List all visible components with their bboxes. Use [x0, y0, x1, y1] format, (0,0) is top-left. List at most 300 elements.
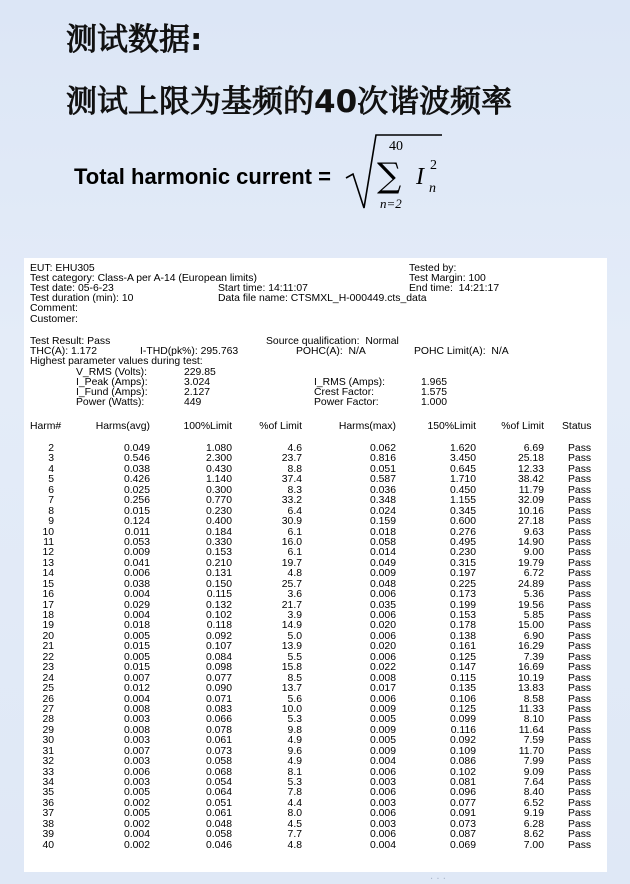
pct-of-limit-max: 19.79	[517, 557, 544, 569]
harm-number: 38	[42, 818, 54, 830]
harms-avg: 0.003	[123, 777, 150, 788]
harm-number: 39	[42, 829, 54, 841]
pf-value: 1.000	[421, 397, 448, 408]
harms-max: 0.005	[369, 735, 396, 747]
harms-avg: 0.025	[123, 484, 150, 496]
status: Pass	[568, 589, 592, 601]
harms-avg: 0.008	[123, 724, 150, 736]
limit-100: 0.048	[205, 818, 232, 830]
harms-max: 0.006	[369, 829, 396, 841]
status: Pass	[568, 724, 592, 736]
limit-100: 0.083	[205, 703, 232, 715]
pohc: POHC(A): N/A	[296, 346, 366, 357]
pct-of-limit: 5.5	[287, 651, 302, 663]
limit-100: 0.068	[205, 766, 232, 778]
status: Pass	[568, 610, 592, 621]
harms-avg: 0.012	[123, 683, 150, 695]
harm-number: 7	[48, 495, 54, 507]
pct-of-limit-max: 7.64	[523, 777, 544, 788]
status: Pass	[568, 620, 592, 632]
status: Pass	[568, 662, 592, 674]
harms-max: 0.816	[369, 453, 396, 465]
limit-100: 0.077	[205, 672, 232, 684]
header-pct-limit-max: %of Limit	[501, 421, 544, 432]
harms-max: 0.051	[369, 463, 396, 475]
harm-number: 12	[42, 547, 54, 559]
harm-number: 14	[42, 568, 54, 580]
harms-avg: 0.018	[123, 620, 150, 632]
table-row	[24, 799, 607, 809]
limit-100: 1.080	[205, 443, 232, 454]
harms-max: 0.017	[369, 683, 396, 695]
limit-100: 0.230	[205, 505, 232, 517]
limit-100: 2.300	[205, 453, 232, 465]
limit-100: 0.071	[205, 693, 232, 705]
limit-100: 0.107	[205, 641, 232, 653]
pct-of-limit: 9.6	[287, 745, 302, 757]
harm-number: 27	[42, 703, 54, 715]
header-150-limit: 150%Limit	[427, 421, 476, 432]
harms-avg: 0.004	[123, 610, 150, 621]
harms-max: 0.159	[369, 516, 396, 528]
status: Pass	[568, 787, 592, 799]
limit-150: 0.096	[449, 787, 476, 799]
pct-of-limit-max: 12.33	[517, 463, 544, 475]
harm-number: 8	[48, 505, 54, 517]
formula-sup: 2	[430, 158, 437, 173]
harms-avg: 0.038	[123, 463, 150, 475]
pct-of-limit-max: 6.72	[523, 568, 544, 580]
harm-number: 35	[42, 787, 54, 799]
pct-of-limit: 5.3	[287, 714, 302, 726]
comment: Comment:	[30, 303, 78, 314]
pct-of-limit-max: 6.28	[523, 818, 544, 830]
limit-150: 0.345	[449, 505, 476, 517]
harms-max: 0.348	[369, 495, 396, 507]
table-row	[24, 621, 607, 631]
status: Pass	[568, 578, 592, 590]
end-time: End time: 14:21:17	[409, 283, 500, 294]
harm-number: 20	[42, 630, 54, 642]
pct-of-limit: 3.9	[287, 610, 302, 621]
pct-of-limit-max: 7.59	[523, 735, 544, 747]
limit-100: 0.184	[205, 526, 232, 538]
harms-avg: 0.005	[123, 630, 150, 642]
limit-150: 0.092	[449, 735, 476, 747]
pct-of-limit: 19.7	[281, 557, 302, 569]
status: Pass	[568, 766, 592, 778]
harms-avg: 0.006	[123, 568, 150, 580]
limit-100: 0.061	[205, 808, 232, 820]
table-row	[24, 517, 607, 527]
table-row	[24, 726, 607, 736]
pct-of-limit: 6.1	[287, 547, 302, 559]
harms-avg: 0.011	[124, 526, 150, 538]
pct-of-limit-max: 11.79	[518, 484, 544, 496]
harms-max: 0.036	[369, 484, 396, 496]
harms-avg: 0.005	[123, 808, 150, 820]
table-row	[24, 590, 607, 600]
limit-150: 1.155	[449, 495, 476, 507]
status: Pass	[568, 630, 592, 642]
limit-150: 0.091	[449, 808, 476, 820]
table-row	[24, 841, 607, 851]
ifund-value: 2.127	[184, 387, 211, 398]
harms-max: 0.006	[369, 693, 396, 705]
limit-100: 0.066	[205, 714, 232, 726]
pct-of-limit: 13.7	[281, 683, 302, 695]
limit-100: 0.058	[205, 756, 232, 768]
harms-avg: 0.002	[123, 839, 150, 851]
harms-avg: 0.426	[123, 474, 150, 486]
harm-number: 5	[48, 474, 54, 486]
table-row	[24, 705, 607, 715]
limit-150: 0.600	[449, 516, 476, 528]
harms-max: 0.006	[369, 787, 396, 799]
status: Pass	[568, 756, 592, 768]
harm-number: 28	[42, 714, 54, 726]
status: Pass	[568, 599, 592, 611]
limit-150: 1.620	[449, 443, 476, 454]
harm-number: 33	[42, 766, 54, 778]
pct-of-limit: 23.7	[281, 453, 302, 465]
harm-number: 10	[42, 526, 54, 538]
limit-100: 0.054	[205, 777, 232, 788]
thc-formula	[74, 130, 474, 220]
harm-number: 17	[42, 599, 54, 611]
table-row	[24, 580, 607, 590]
pct-of-limit: 8.1	[287, 766, 302, 778]
pct-of-limit-max: 11.64	[518, 724, 544, 736]
table-row	[24, 747, 607, 757]
harms-max: 0.006	[369, 651, 396, 663]
harm-number: 18	[42, 610, 54, 621]
thc: THC(A): 1.172	[30, 346, 97, 357]
irms-value: 1.965	[421, 377, 448, 388]
limit-150: 0.197	[449, 568, 476, 580]
test-result: Test Result: Pass	[30, 336, 111, 347]
ipeak-value: 3.024	[184, 377, 211, 388]
header-100-limit: 100%Limit	[183, 421, 232, 432]
status: Pass	[568, 547, 592, 559]
pct-of-limit: 3.6	[287, 589, 302, 601]
pct-of-limit: 4.8	[287, 839, 302, 851]
tested-by: Tested by:	[409, 263, 457, 274]
harms-avg: 0.015	[123, 662, 150, 674]
formula-base: I	[416, 164, 424, 190]
status: Pass	[568, 526, 592, 538]
harm-number: 15	[42, 578, 54, 590]
harms-avg: 0.015	[123, 505, 150, 517]
pct-of-limit-max: 11.70	[518, 745, 544, 757]
harms-avg: 0.041	[123, 557, 150, 569]
harm-number: 6	[48, 484, 54, 496]
pct-of-limit: 8.3	[287, 484, 302, 496]
pct-of-limit-max: 8.10	[523, 714, 544, 726]
limit-100: 0.090	[205, 683, 232, 695]
pct-of-limit: 16.0	[281, 536, 302, 548]
data-file-name: Data file name: CTSMXL_H-000449.cts_data	[218, 293, 427, 304]
pct-of-limit: 21.7	[281, 599, 302, 611]
harms-avg: 0.124	[123, 516, 150, 528]
limit-150: 0.106	[449, 693, 476, 705]
limit-100: 0.073	[205, 745, 232, 757]
harm-number: 30	[42, 735, 54, 747]
limit-100: 0.064	[205, 787, 232, 799]
limit-100: 0.430	[205, 463, 232, 475]
harm-number: 31	[42, 745, 54, 757]
pct-of-limit-max: 8.62	[523, 829, 544, 841]
limit-150: 0.077	[449, 797, 476, 809]
limit-150: 0.450	[449, 484, 476, 496]
pct-of-limit-max: 13.83	[517, 683, 544, 695]
harm-number: 16	[42, 589, 54, 601]
pct-of-limit-max: 16.69	[517, 662, 544, 674]
pct-of-limit: 4.5	[287, 818, 302, 830]
limit-100: 0.770	[205, 495, 232, 507]
pct-of-limit-max: 25.18	[517, 453, 544, 465]
pct-of-limit: 5.0	[287, 630, 302, 642]
harms-max: 0.049	[369, 557, 396, 569]
harm-number: 26	[42, 693, 54, 705]
table-body	[24, 444, 607, 851]
power-value: 449	[184, 397, 202, 408]
pct-of-limit-max: 24.89	[517, 578, 544, 590]
pct-of-limit: 4.8	[287, 568, 302, 580]
formula-sub: n	[429, 181, 436, 196]
limit-100: 0.118	[206, 620, 232, 632]
limit-100: 0.098	[205, 662, 232, 674]
header-pct-limit: %of Limit	[259, 421, 302, 432]
pct-of-limit: 4.6	[287, 443, 302, 454]
limit-150: 0.086	[449, 756, 476, 768]
status: Pass	[568, 557, 592, 569]
status: Pass	[568, 641, 592, 653]
harm-number: 21	[42, 641, 54, 653]
limit-150: 0.147	[449, 662, 476, 674]
limit-150: 0.109	[449, 745, 476, 757]
pct-of-limit-max: 10.19	[517, 672, 544, 684]
crest-value: 1.575	[421, 387, 448, 398]
table-row	[24, 830, 607, 840]
status: Pass	[568, 536, 592, 548]
limit-150: 0.115	[450, 672, 476, 684]
harms-max: 0.006	[369, 610, 396, 621]
harm-number: 34	[42, 777, 54, 788]
harm-number: 36	[42, 797, 54, 809]
header-status: Status	[562, 421, 592, 432]
slide-subtitle: 测试上限为基频的40次谐波频率	[66, 84, 513, 120]
harms-avg: 0.002	[123, 818, 150, 830]
harm-number: 32	[42, 756, 54, 768]
table-row	[24, 601, 607, 611]
harms-max: 0.005	[369, 714, 396, 726]
limit-150: 0.102	[449, 766, 476, 778]
limit-150: 0.199	[449, 599, 476, 611]
pct-of-limit-max: 7.00	[523, 839, 544, 851]
pct-of-limit-max: 5.85	[523, 610, 544, 621]
highest-params-heading: Highest parameter values during test:	[30, 356, 203, 367]
harms-avg: 0.003	[123, 714, 150, 726]
harms-avg: 0.007	[123, 672, 150, 684]
harms-avg: 0.009	[123, 547, 150, 559]
harm-number: 3	[48, 453, 54, 465]
harms-max: 0.062	[369, 443, 396, 454]
i-thd: I-THD(pk%): 295.763	[140, 346, 239, 357]
customer: Customer:	[30, 314, 78, 325]
status: Pass	[568, 839, 592, 851]
ifund-label: I_Fund (Amps):	[76, 387, 148, 398]
limit-100: 0.092	[205, 630, 232, 642]
limit-150: 0.153	[449, 610, 476, 621]
harm-number: 25	[42, 683, 54, 695]
limit-150: 0.099	[449, 714, 476, 726]
harm-number: 2	[48, 443, 54, 454]
pf-label: Power Factor:	[314, 397, 379, 408]
harm-number: 24	[42, 672, 54, 684]
harms-max: 0.006	[369, 808, 396, 820]
status: Pass	[568, 495, 592, 507]
pct-of-limit: 30.9	[281, 516, 302, 528]
harm-number: 4	[48, 463, 54, 475]
harms-avg: 0.003	[123, 735, 150, 747]
eut: EUT: EHU305	[30, 263, 95, 274]
pct-of-limit-max: 5.36	[523, 589, 544, 601]
limit-100: 0.051	[205, 797, 232, 809]
harmonics-report	[24, 258, 607, 872]
pct-of-limit: 9.8	[287, 724, 302, 736]
start-time: Start time: 14:11:07	[218, 283, 308, 294]
harms-max: 0.018	[369, 526, 396, 538]
limit-150: 3.450	[449, 453, 476, 465]
limit-100: 0.115	[206, 589, 232, 601]
status: Pass	[568, 797, 592, 809]
harm-number: 37	[42, 808, 54, 820]
table-row	[24, 559, 607, 569]
header-harms-avg: Harms(avg)	[95, 421, 150, 432]
test-duration: Test duration (min): 10	[30, 293, 134, 304]
harms-avg: 0.546	[123, 453, 150, 465]
pct-of-limit: 4.9	[287, 756, 302, 768]
formula-sqrt-sum	[344, 130, 474, 220]
limit-150: 0.230	[449, 547, 476, 559]
table-row	[24, 642, 607, 652]
harms-max: 0.058	[369, 536, 396, 548]
table-header	[24, 422, 607, 434]
pct-of-limit-max: 9.09	[523, 766, 544, 778]
status: Pass	[568, 505, 592, 517]
harms-max: 0.003	[369, 777, 396, 788]
test-date: Test date: 05-6-23	[30, 283, 114, 294]
harms-max: 0.003	[369, 818, 396, 830]
table-row	[24, 788, 607, 798]
harms-avg: 0.038	[123, 578, 150, 590]
limit-100: 0.300	[205, 484, 232, 496]
limit-150: 0.645	[449, 463, 476, 475]
pct-of-limit: 15.8	[281, 662, 302, 674]
pct-of-limit-max: 8.58	[523, 693, 544, 705]
limit-150: 0.173	[449, 589, 476, 601]
formula-lower: n=2	[380, 196, 402, 211]
harms-max: 0.009	[369, 724, 396, 736]
status: Pass	[568, 463, 592, 475]
harms-max: 0.006	[369, 766, 396, 778]
harms-avg: 0.004	[123, 693, 150, 705]
limit-100: 0.058	[205, 829, 232, 841]
status: Pass	[568, 683, 592, 695]
formula-sigma: ∑	[377, 156, 402, 196]
irms-label: I_RMS (Amps):	[314, 377, 386, 388]
harm-number: 23	[42, 662, 54, 674]
source-qualification: Source qualification: Normal	[266, 336, 399, 347]
limit-100: 0.210	[205, 557, 232, 569]
pct-of-limit: 5.3	[287, 777, 302, 788]
slide-title: 测试数据:	[66, 22, 203, 58]
harms-avg: 0.004	[123, 589, 150, 601]
harm-number: 22	[42, 651, 54, 663]
pct-of-limit-max: 38.42	[517, 474, 544, 486]
limit-100: 0.084	[205, 651, 232, 663]
pct-of-limit: 25.7	[281, 578, 302, 590]
limit-150: 0.178	[449, 620, 476, 632]
pct-of-limit-max: 27.18	[517, 516, 544, 528]
status: Pass	[568, 745, 592, 757]
limit-150: 0.087	[449, 829, 476, 841]
limit-150: 0.073	[449, 818, 476, 830]
test-margin: Test Margin: 100	[409, 273, 486, 284]
pct-of-limit-max: 7.99	[523, 756, 544, 768]
watermark: · · ·	[430, 874, 446, 884]
status: Pass	[568, 703, 592, 715]
harm-number: 40	[42, 839, 54, 851]
harms-avg: 0.029	[123, 599, 150, 611]
harms-max: 0.004	[369, 839, 396, 851]
limit-100: 0.132	[205, 599, 232, 611]
harms-max: 0.048	[369, 578, 396, 590]
pct-of-limit: 10.0	[281, 703, 302, 715]
pct-of-limit: 4.4	[287, 797, 302, 809]
status: Pass	[568, 651, 592, 663]
limit-100: 0.061	[205, 735, 232, 747]
status: Pass	[568, 672, 592, 684]
pct-of-limit: 4.9	[287, 735, 302, 747]
harms-max: 0.014	[369, 547, 396, 559]
pct-of-limit: 7.7	[287, 829, 302, 841]
harms-max: 0.003	[369, 797, 396, 809]
limit-100: 0.046	[205, 839, 232, 851]
harms-max: 0.024	[369, 505, 396, 517]
limit-100: 0.330	[205, 536, 232, 548]
limit-150: 1.710	[449, 474, 476, 486]
pct-of-limit-max: 6.69	[523, 443, 544, 454]
limit-150: 0.315	[449, 557, 476, 569]
table-row	[24, 778, 607, 788]
limit-150: 0.069	[449, 839, 476, 851]
test-category: Test category: Class-A per A-14 (European limits)	[30, 273, 257, 284]
status: Pass	[568, 484, 592, 496]
vrms-value: 229.85	[184, 367, 216, 378]
harm-number: 13	[42, 557, 54, 569]
harms-avg: 0.015	[123, 641, 150, 653]
harms-avg: 0.053	[123, 536, 150, 548]
limit-150: 0.125	[449, 703, 476, 715]
status: Pass	[568, 453, 592, 465]
table-row	[24, 757, 607, 767]
harms-avg: 0.008	[123, 703, 150, 715]
harms-avg: 0.003	[123, 756, 150, 768]
limit-100: 0.153	[205, 547, 232, 559]
pct-of-limit: 8.5	[287, 672, 302, 684]
